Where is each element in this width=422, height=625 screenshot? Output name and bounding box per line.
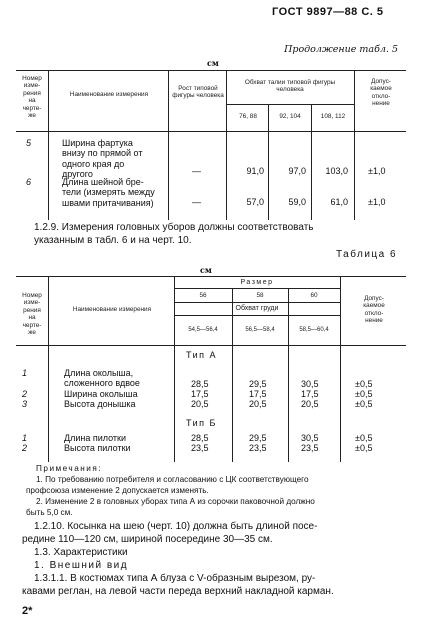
paragraph-1-2-9: 1.2.9. Измерения головных уборов должны соответствовать указанным в табл. 6 и на черт. 10. xyxy=(34,222,314,246)
table6-cell-value: 23,5 xyxy=(191,443,209,453)
table5-cell-value: 91,0 xyxy=(246,166,264,176)
table6-cell-value: 20,5 xyxy=(249,399,267,409)
table6-col-sep xyxy=(174,276,175,462)
table5-cell-value: 97,0 xyxy=(288,166,306,176)
table6-row-number: 3 xyxy=(22,399,28,409)
table6-title: Таблица 6 xyxy=(336,249,398,260)
table6-type-b-label: Тип Б xyxy=(186,418,217,428)
table5-header-name: Наименование измерения xyxy=(69,91,149,98)
table5-row-number: 6 xyxy=(26,177,32,187)
table6-header-bottom-rule xyxy=(16,345,406,346)
table5-cell-value: 57,0 xyxy=(246,197,264,207)
table-continuation-label: Продолжение табл. 5 xyxy=(284,44,398,55)
table6-row-number: 2 xyxy=(22,389,28,399)
table5-mid-rule xyxy=(226,104,354,105)
table5-row-name: Длина шейной бре- тели (измерять между швами притачивания) xyxy=(62,177,155,208)
table5-cell-tolerance: ±1,0 xyxy=(368,197,386,207)
table5-col-sep xyxy=(268,104,269,220)
table5-cell-value: 103,0 xyxy=(325,166,348,176)
table6-header-name: Наименование измерения xyxy=(72,306,152,313)
table6-row-name: Высота пилотки xyxy=(64,443,131,453)
table6-header-chest: Обхват груди xyxy=(235,305,279,312)
notes-title: Примечания: xyxy=(36,464,103,473)
table5-cell-height: — xyxy=(192,166,201,176)
table5-cell-value: 59,0 xyxy=(288,197,306,207)
table5-row-name: Ширина фартука внизу по прямой от одного края до другого xyxy=(62,138,143,180)
table5-waist-value: 92, 104 xyxy=(279,113,301,120)
table6-cell-value: 23,5 xyxy=(301,443,319,453)
section-1-3-heading: 1.3. Характеристики xyxy=(34,547,128,558)
table5-header-height: Рост типовой фигуры человека xyxy=(172,85,224,100)
table6-rule xyxy=(174,315,340,316)
table6-row-name: Длина околыша, сложенного вдвое xyxy=(64,368,140,389)
table6-cell-tolerance: ±0,5 xyxy=(355,443,373,453)
table5-col-sep xyxy=(354,70,355,220)
table6-cell-value: 23,5 xyxy=(249,443,267,453)
table6-type-a-label: Тип А xyxy=(186,350,218,360)
table6-row-name: Ширина околыша xyxy=(64,389,138,399)
note-1: 1. По требованию потребителя и согласованию с ЦК соответствующего профсоюза изменение 2 допускается изменять. xyxy=(26,475,309,495)
table6-unit: см xyxy=(200,265,212,275)
page-mark: 2* xyxy=(22,605,33,617)
table6-top-rule xyxy=(16,276,406,277)
table5-col-sep xyxy=(226,70,227,220)
section-1-3-1-heading: 1. Внешний вид xyxy=(34,560,129,571)
table6-rule xyxy=(174,288,340,289)
table6-cell-value: 17,5 xyxy=(191,389,209,399)
table6-chest-value: 54,5—56,4 xyxy=(188,327,218,333)
table5-col-sep xyxy=(311,104,312,220)
table5-col-sep xyxy=(48,70,49,220)
table6-cell-tolerance: ±0,5 xyxy=(355,399,373,409)
paragraph-1-3-1-1: 1.3.1.1. В костюмах типа А блуза с V-образным вырезом, ру- кавами реглан, на левой части переда верхний накладной карман. xyxy=(22,573,334,597)
table6-cell-tolerance: ±0,5 xyxy=(355,379,373,389)
table6-header-size: Размер xyxy=(240,279,274,286)
table5-header-waist: Обхват талии типовой фигуры человека xyxy=(244,79,336,94)
table6-col-sep xyxy=(232,288,233,462)
table6-size-value: 56 xyxy=(199,292,207,299)
table6-header-tolerance: Допус- каемое откло- нение xyxy=(363,295,385,325)
table6-cell-value: 30,5 xyxy=(301,433,319,443)
table6-cell-value: 20,5 xyxy=(301,399,319,409)
table6-cell-value: 17,5 xyxy=(249,389,267,399)
table6-row-name: Высота донышка xyxy=(64,399,136,409)
table6-row-number: 1 xyxy=(22,433,28,443)
table5-cell-value: 61,0 xyxy=(330,197,348,207)
note-2: 2. Изменение 2 в головных уборах типа А из сорочки паковочной должно быть 5,0 см. xyxy=(26,497,315,517)
table6-size-value: 60 xyxy=(310,292,318,299)
table6-cell-tolerance: ±0,5 xyxy=(355,389,373,399)
table6-header-number: Номер изме- рения на черте- же xyxy=(22,292,42,337)
table6-col-sep xyxy=(288,288,289,462)
table5-header-tolerance: Допус- каемое откло- нение xyxy=(370,78,392,108)
standard-header: ГОСТ 9897—88 С. 5 xyxy=(272,6,384,18)
table5-unit: см xyxy=(207,58,219,68)
table6-size-value: 58 xyxy=(256,292,264,299)
table6-col-sep xyxy=(340,276,341,462)
table6-row-name: Длина пилотки xyxy=(64,433,126,443)
table6-rule xyxy=(174,302,340,303)
table6-cell-value: 28,5 xyxy=(191,433,209,443)
table6-chest-value: 56,5—58,4 xyxy=(245,327,275,333)
table6-cell-value: 29,5 xyxy=(249,379,267,389)
table5-row-number: 5 xyxy=(26,138,32,148)
table6-cell-tolerance: ±0,5 xyxy=(355,433,373,443)
table6-cell-value: 20,5 xyxy=(191,399,209,409)
table6-cell-value: 17,5 xyxy=(301,389,319,399)
table6-cell-value: 28,5 xyxy=(191,379,209,389)
table6-chest-value: 58,5—60,4 xyxy=(299,327,329,333)
table5-header-bottom-rule xyxy=(16,131,406,132)
table5-col-sep xyxy=(168,70,169,220)
table6-col-sep xyxy=(48,276,49,462)
table6-row-number: 2 xyxy=(22,443,28,453)
table5-header-number: Номер изме- рения на черте- же xyxy=(22,75,42,120)
table5-cell-height: — xyxy=(192,197,201,207)
table5-cell-tolerance: ±1,0 xyxy=(368,166,386,176)
paragraph-1-2-10: 1.2.10. Косынка на шею (черт. 10) должна быть длиной посе- редине 110—120 см, шириной посередине 30—35 см. xyxy=(22,521,318,545)
table6-cell-value: 30,5 xyxy=(301,379,319,389)
table5-waist-value: 108, 112 xyxy=(320,113,346,120)
table5-waist-value: 76, 88 xyxy=(239,113,257,120)
table5-top-rule xyxy=(16,70,406,71)
table6-row-number: 1 xyxy=(22,368,28,378)
table6-cell-value: 29,5 xyxy=(249,433,267,443)
